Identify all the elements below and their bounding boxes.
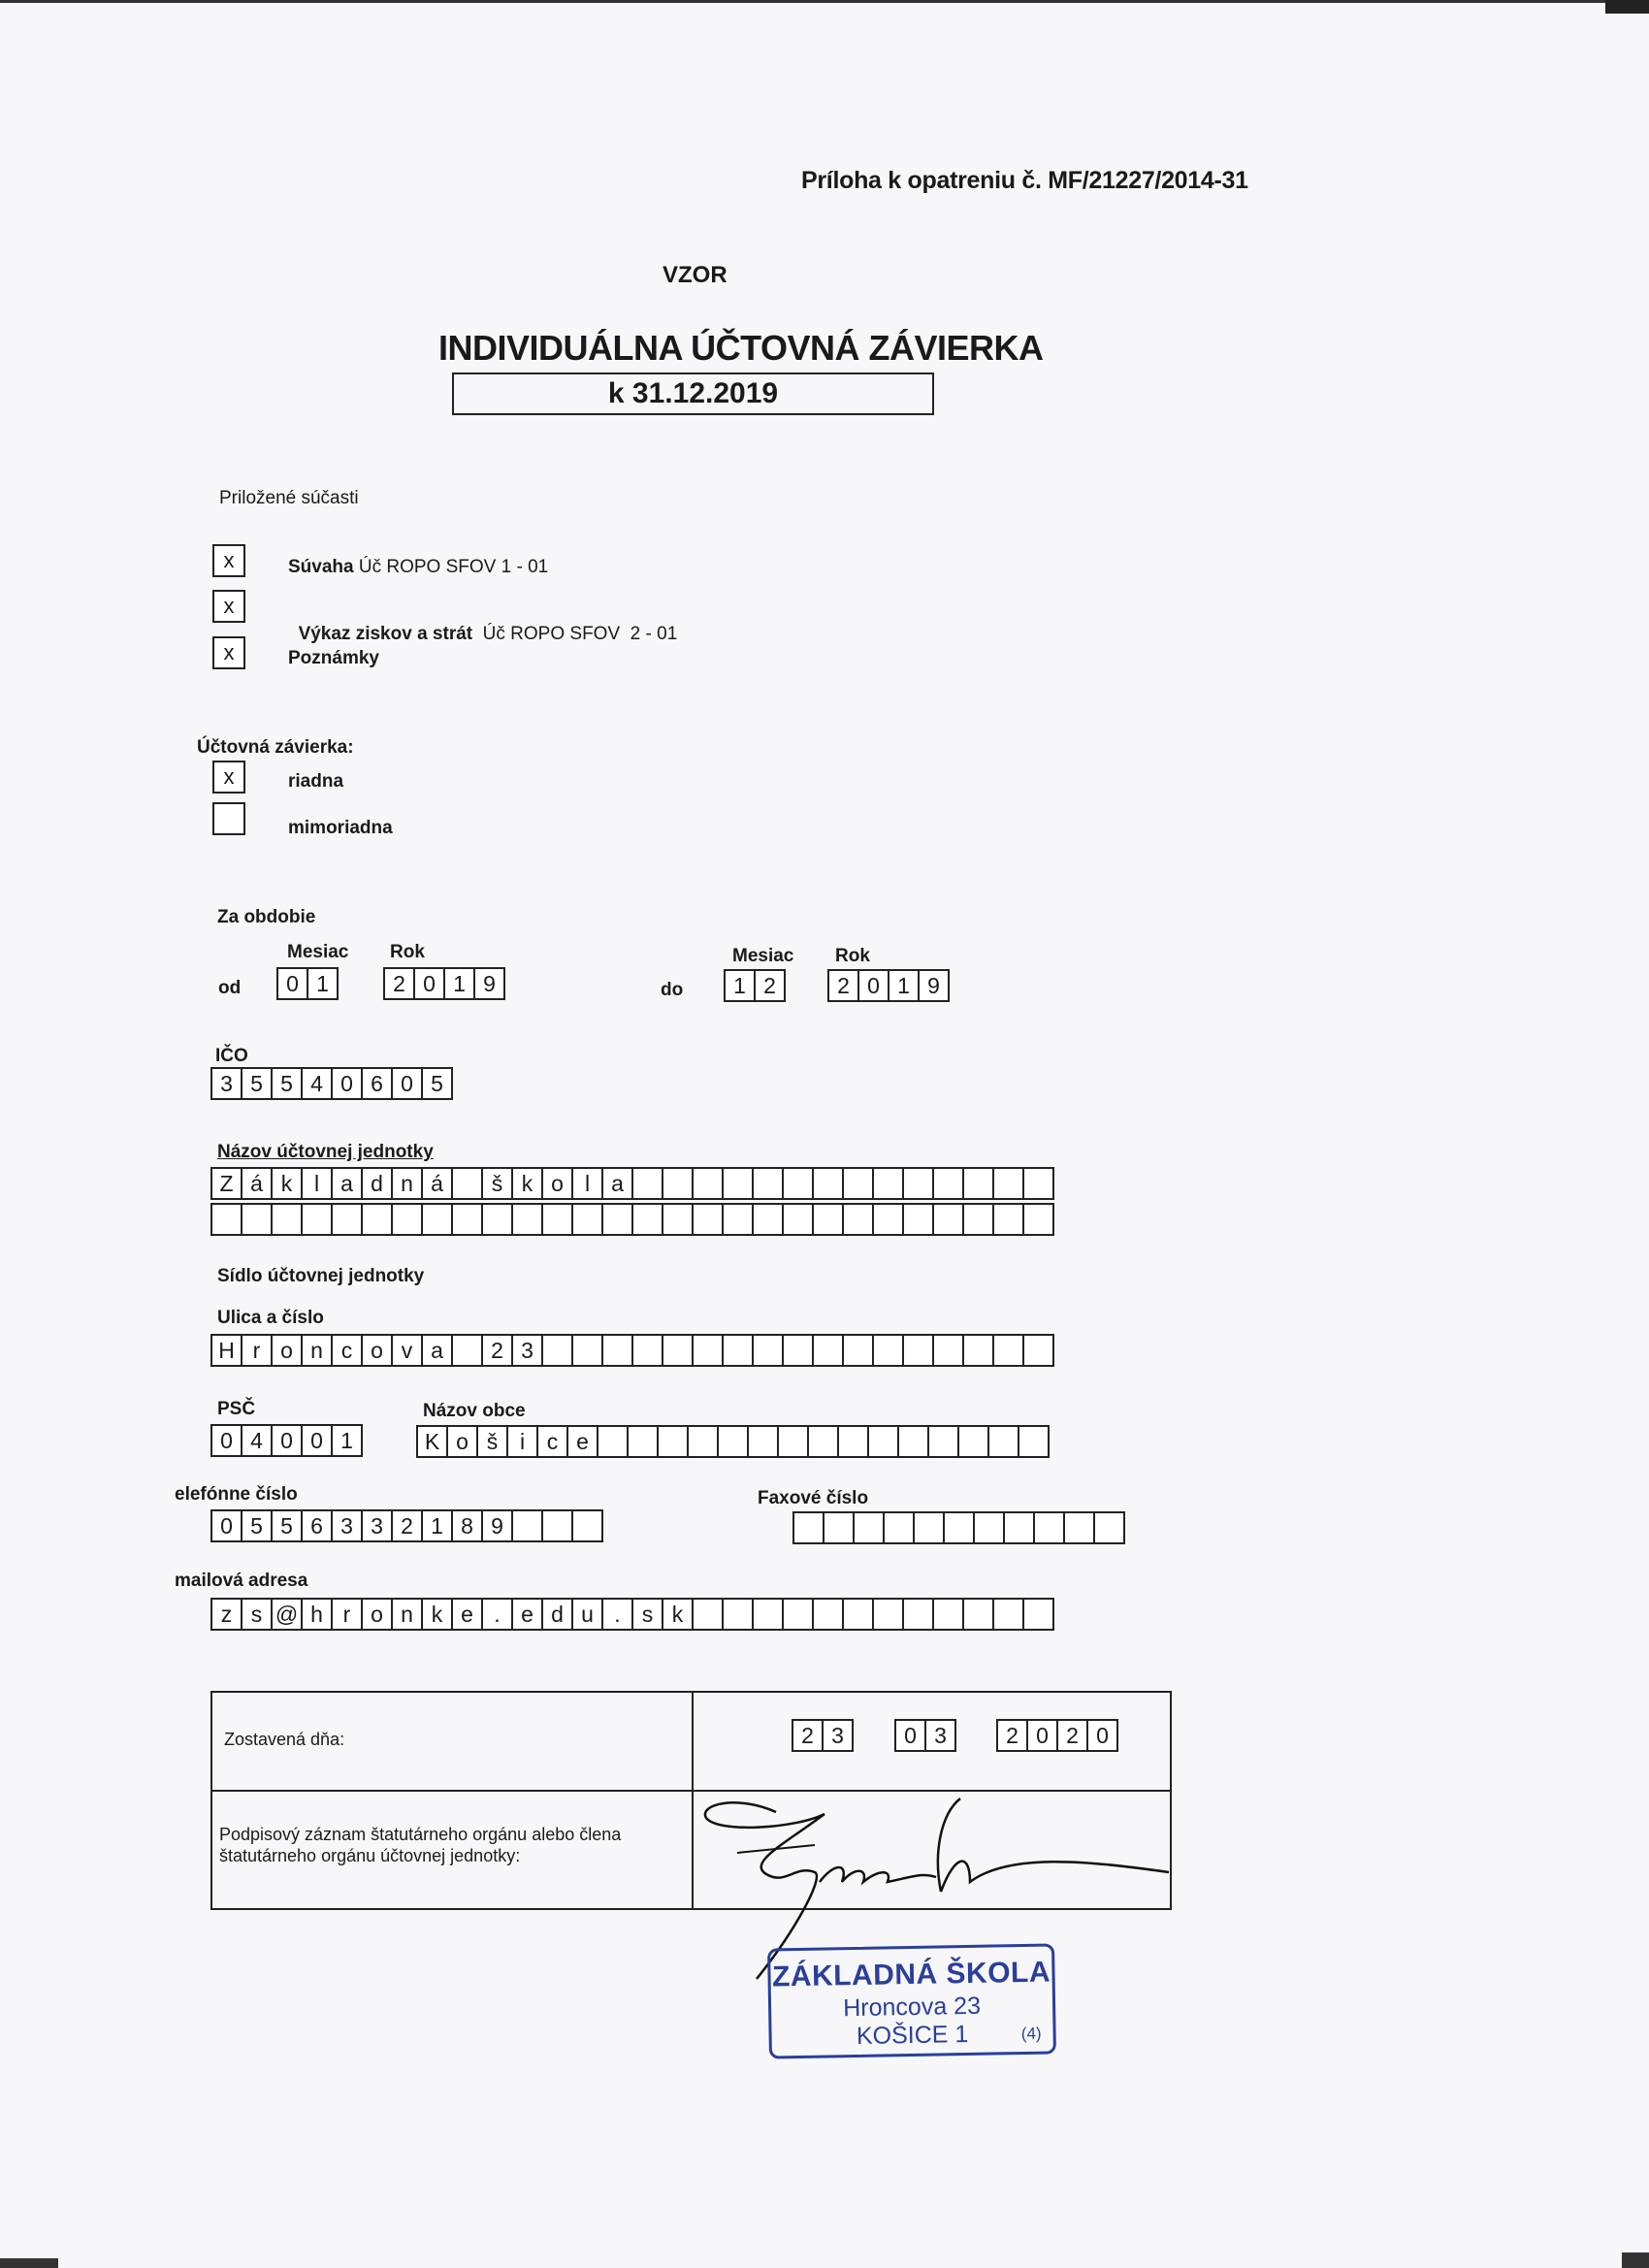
char-cell: 0 xyxy=(210,1509,242,1542)
street-label: Ulica a číslo xyxy=(217,1308,324,1328)
char-cell xyxy=(571,1334,603,1367)
char-cell: e xyxy=(511,1598,543,1631)
char-cell xyxy=(752,1167,784,1200)
attachment-code: Úč ROPO SFOV 2 - 01 xyxy=(472,624,678,644)
char-cell: d xyxy=(541,1598,573,1631)
closing-heading: Účtovná závierka: xyxy=(197,737,354,758)
char-cell xyxy=(511,1509,543,1542)
char-cell xyxy=(902,1167,934,1200)
char-cell xyxy=(992,1598,1024,1631)
char-cell xyxy=(867,1425,899,1458)
char-cell: 0 xyxy=(894,1719,926,1752)
char-cell xyxy=(913,1511,945,1544)
char-cell xyxy=(1022,1167,1054,1200)
char-cell: o xyxy=(361,1598,393,1631)
scan-corner-mark xyxy=(1622,2252,1649,2268)
char-cell xyxy=(782,1203,814,1236)
char-cell: á xyxy=(241,1167,273,1200)
char-cell: z xyxy=(210,1598,242,1631)
char-cell xyxy=(957,1425,989,1458)
char-cell xyxy=(451,1203,483,1236)
char-cell xyxy=(792,1511,824,1544)
checkbox-profit-loss[interactable]: x xyxy=(212,590,245,623)
char-cell: 1 xyxy=(724,969,756,1002)
char-cell: @ xyxy=(271,1598,303,1631)
email-label: mailová adresa xyxy=(175,1571,308,1591)
char-cell: 1 xyxy=(307,967,339,1000)
char-cell xyxy=(943,1511,975,1544)
char-cell xyxy=(301,1203,333,1236)
char-cell xyxy=(1022,1203,1054,1236)
scan-corner-mark xyxy=(0,2258,58,2268)
checkbox-balance-sheet[interactable]: x xyxy=(212,544,245,577)
char-cell: 0 xyxy=(331,1067,363,1100)
attachments-heading: Priložené súčasti xyxy=(219,488,359,508)
char-cell: 0 xyxy=(391,1067,423,1100)
char-cell: e xyxy=(566,1425,598,1458)
char-cell: 6 xyxy=(361,1067,393,1100)
char-cell: o xyxy=(446,1425,478,1458)
phone-field[interactable] xyxy=(210,1509,601,1542)
char-cell: 5 xyxy=(241,1509,273,1542)
char-cell xyxy=(631,1167,663,1200)
char-cell xyxy=(842,1598,874,1631)
char-cell xyxy=(812,1598,844,1631)
from-month-field[interactable] xyxy=(276,967,337,1000)
char-cell: 3 xyxy=(331,1509,363,1542)
char-cell xyxy=(662,1167,694,1200)
phone-label: elefónne číslo xyxy=(175,1484,298,1505)
char-cell xyxy=(992,1334,1024,1367)
char-cell: a xyxy=(421,1334,453,1367)
char-cell xyxy=(1018,1425,1050,1458)
char-cell xyxy=(962,1334,994,1367)
char-cell xyxy=(1033,1511,1065,1544)
signature-label-line2: štatutárneho orgánu účtovnej jednotky: xyxy=(219,1846,521,1865)
char-cell: l xyxy=(301,1167,333,1200)
char-cell: 0 xyxy=(276,967,308,1000)
char-cell xyxy=(662,1334,694,1367)
char-cell xyxy=(271,1203,303,1236)
char-cell xyxy=(823,1511,855,1544)
char-cell xyxy=(962,1203,994,1236)
stamp-line1: ZÁKLADNÁ ŠKOLA xyxy=(771,1956,1051,1993)
psc-field[interactable] xyxy=(210,1424,361,1457)
char-cell xyxy=(451,1334,483,1367)
char-cell: o xyxy=(361,1334,393,1367)
char-cell: 3 xyxy=(361,1509,393,1542)
option-label: mimoriadna xyxy=(288,818,393,838)
char-cell: 0 xyxy=(413,967,445,1000)
char-cell: l xyxy=(571,1167,603,1200)
compiled-label: Zostavená dňa: xyxy=(224,1730,345,1749)
char-cell xyxy=(782,1167,814,1200)
char-cell: 5 xyxy=(271,1067,303,1100)
char-cell: k xyxy=(271,1167,303,1200)
char-cell xyxy=(657,1425,689,1458)
ico-field[interactable] xyxy=(210,1067,451,1100)
char-cell xyxy=(601,1203,633,1236)
char-cell xyxy=(1063,1511,1095,1544)
char-cell xyxy=(883,1511,915,1544)
char-cell: n xyxy=(301,1334,333,1367)
char-cell: o xyxy=(541,1167,573,1200)
to-month-field[interactable] xyxy=(724,969,784,1002)
scan-top-edge xyxy=(0,0,1649,3)
char-cell: 0 xyxy=(1086,1719,1118,1752)
char-cell: 0 xyxy=(271,1424,303,1457)
char-cell: a xyxy=(601,1167,633,1200)
compiled-month-field[interactable] xyxy=(894,1719,954,1752)
char-cell: . xyxy=(481,1598,513,1631)
to-year-field[interactable] xyxy=(827,969,948,1002)
char-cell: Z xyxy=(210,1167,242,1200)
char-cell xyxy=(692,1203,724,1236)
char-cell: 2 xyxy=(391,1509,423,1542)
char-cell: 1 xyxy=(443,967,475,1000)
fax-field[interactable] xyxy=(792,1511,1123,1544)
char-cell: H xyxy=(210,1334,242,1367)
char-cell: i xyxy=(506,1425,538,1458)
char-cell: k xyxy=(662,1598,694,1631)
char-cell xyxy=(807,1425,839,1458)
char-cell xyxy=(241,1203,273,1236)
char-cell xyxy=(541,1509,573,1542)
char-cell: c xyxy=(536,1425,568,1458)
signature-label-line1: Podpisový záznam štatutárneho orgánu alebo člena xyxy=(219,1825,622,1844)
char-cell: 0 xyxy=(301,1424,333,1457)
char-cell xyxy=(722,1167,754,1200)
char-cell: k xyxy=(421,1598,453,1631)
attachment-label: Súvaha xyxy=(288,557,354,577)
char-cell xyxy=(451,1167,483,1200)
char-cell xyxy=(722,1334,754,1367)
char-cell xyxy=(812,1203,844,1236)
char-cell: 2 xyxy=(827,969,859,1002)
char-cell: 9 xyxy=(918,969,950,1002)
annex-reference: Príloha k opatreniu č. MF/21227/2014-31 xyxy=(801,167,1248,194)
char-cell: 9 xyxy=(473,967,505,1000)
char-cell xyxy=(837,1425,869,1458)
from-label: od xyxy=(218,978,242,998)
char-cell xyxy=(1093,1511,1125,1544)
to-label: do xyxy=(661,980,684,1000)
char-cell: u xyxy=(571,1598,603,1631)
char-cell xyxy=(747,1425,779,1458)
char-cell xyxy=(872,1334,904,1367)
char-cell: v xyxy=(391,1334,423,1367)
char-cell: a xyxy=(331,1167,363,1200)
char-cell: 3 xyxy=(210,1067,242,1100)
attachment-code: Úč ROPO SFOV 1 - 01 xyxy=(353,557,549,577)
compiled-year-field[interactable] xyxy=(996,1719,1116,1752)
char-cell: 2 xyxy=(481,1334,513,1367)
char-cell: o xyxy=(271,1334,303,1367)
char-cell xyxy=(511,1203,543,1236)
month-label: Mesiac xyxy=(732,946,794,966)
char-cell xyxy=(962,1167,994,1200)
char-cell xyxy=(601,1334,633,1367)
option-label: riadna xyxy=(288,771,344,792)
char-cell: c xyxy=(331,1334,363,1367)
char-cell xyxy=(631,1334,663,1367)
char-cell: 4 xyxy=(301,1067,333,1100)
char-cell xyxy=(897,1425,929,1458)
year-label: Rok xyxy=(835,946,870,966)
char-cell: 9 xyxy=(481,1509,513,1542)
char-cell xyxy=(391,1203,423,1236)
char-cell xyxy=(842,1167,874,1200)
char-cell: á xyxy=(421,1167,453,1200)
char-cell xyxy=(1022,1598,1054,1631)
char-cell xyxy=(927,1425,959,1458)
char-cell xyxy=(692,1598,724,1631)
char-cell xyxy=(331,1203,363,1236)
char-cell xyxy=(853,1511,885,1544)
seat-heading: Sídlo účtovnej jednotky xyxy=(217,1266,425,1286)
char-cell: 5 xyxy=(241,1067,273,1100)
char-cell xyxy=(481,1203,513,1236)
year-label: Rok xyxy=(390,942,425,962)
psc-label: PSČ xyxy=(217,1399,256,1419)
char-cell xyxy=(752,1203,784,1236)
char-cell xyxy=(361,1203,393,1236)
char-cell xyxy=(627,1425,659,1458)
char-cell: 8 xyxy=(451,1509,483,1542)
email-field[interactable] xyxy=(210,1598,1052,1631)
char-cell: s xyxy=(631,1598,663,1631)
attachment-label: Výkaz ziskov a strát xyxy=(298,624,473,644)
city-field[interactable] xyxy=(416,1425,1048,1458)
char-cell xyxy=(987,1425,1019,1458)
street-field[interactable] xyxy=(210,1334,1052,1367)
char-cell xyxy=(752,1334,784,1367)
char-cell xyxy=(872,1203,904,1236)
char-cell xyxy=(992,1167,1024,1200)
attachment-item xyxy=(288,557,548,578)
char-cell xyxy=(722,1203,754,1236)
char-cell xyxy=(812,1334,844,1367)
char-cell xyxy=(1003,1511,1035,1544)
char-cell: 3 xyxy=(924,1719,956,1752)
char-cell xyxy=(932,1203,964,1236)
char-cell: 1 xyxy=(421,1509,453,1542)
ico-label: IČO xyxy=(215,1046,248,1066)
char-cell: 0 xyxy=(210,1424,242,1457)
char-cell xyxy=(541,1334,573,1367)
char-cell xyxy=(631,1203,663,1236)
char-cell xyxy=(932,1334,964,1367)
char-cell xyxy=(1022,1334,1054,1367)
char-cell xyxy=(782,1334,814,1367)
char-cell xyxy=(932,1167,964,1200)
city-label: Názov obce xyxy=(423,1401,526,1421)
checkbox-regular[interactable]: x xyxy=(212,761,245,794)
char-cell xyxy=(541,1203,573,1236)
char-cell xyxy=(571,1203,603,1236)
char-cell: 3 xyxy=(822,1719,854,1752)
template-label: VZOR xyxy=(663,262,728,288)
char-cell: k xyxy=(511,1167,543,1200)
checkbox-extraordinary[interactable] xyxy=(212,802,245,835)
char-cell: . xyxy=(601,1598,633,1631)
char-cell: 2 xyxy=(754,969,786,1002)
document-title: INDIVIDUÁLNA ÚČTOVNÁ ZÁVIERKA xyxy=(438,328,1044,368)
char-cell: 2 xyxy=(383,967,415,1000)
entity-name-field-row2[interactable] xyxy=(210,1203,1052,1236)
char-cell xyxy=(597,1425,629,1458)
attachment-item xyxy=(288,648,379,669)
char-cell: š xyxy=(481,1167,513,1200)
char-cell xyxy=(962,1598,994,1631)
char-cell xyxy=(782,1598,814,1631)
entity-name-field-row1[interactable] xyxy=(210,1167,1052,1200)
char-cell xyxy=(752,1598,784,1631)
compiled-day-field[interactable] xyxy=(792,1719,852,1752)
char-cell xyxy=(842,1203,874,1236)
char-cell: 0 xyxy=(1026,1719,1058,1752)
char-cell: s xyxy=(241,1598,273,1631)
char-cell: e xyxy=(451,1598,483,1631)
char-cell xyxy=(210,1203,242,1236)
char-cell: h xyxy=(301,1598,333,1631)
char-cell: 0 xyxy=(857,969,889,1002)
char-cell: r xyxy=(241,1334,273,1367)
char-cell xyxy=(902,1203,934,1236)
month-label: Mesiac xyxy=(287,942,349,962)
char-cell: 4 xyxy=(241,1424,273,1457)
char-cell: r xyxy=(331,1598,363,1631)
attachment-label: Poznámky xyxy=(288,648,379,668)
checkbox-notes[interactable]: x xyxy=(212,636,245,669)
fax-label: Faxové číslo xyxy=(758,1488,869,1508)
char-cell: 2 xyxy=(792,1719,824,1752)
char-cell: K xyxy=(416,1425,448,1458)
char-cell xyxy=(812,1167,844,1200)
char-cell: d xyxy=(361,1167,393,1200)
char-cell: 5 xyxy=(421,1067,453,1100)
char-cell xyxy=(902,1334,934,1367)
char-cell xyxy=(973,1511,1005,1544)
char-cell xyxy=(571,1509,603,1542)
char-cell xyxy=(842,1334,874,1367)
from-year-field[interactable] xyxy=(383,967,503,1000)
document-date: k 31.12.2019 xyxy=(452,373,934,415)
char-cell xyxy=(777,1425,809,1458)
char-cell xyxy=(662,1203,694,1236)
char-cell: 5 xyxy=(271,1509,303,1542)
attachment-item xyxy=(288,602,677,645)
stamp-line3: KOŠICE 1 xyxy=(856,2020,969,2050)
char-cell xyxy=(717,1425,749,1458)
char-cell xyxy=(722,1598,754,1631)
char-cell xyxy=(421,1203,453,1236)
stamp-mark: (4) xyxy=(1020,2024,1042,2044)
stamp-line2: Hroncova 23 xyxy=(842,1992,982,2023)
char-cell xyxy=(692,1167,724,1200)
scan-corner-mark xyxy=(1605,0,1649,14)
char-cell xyxy=(992,1203,1024,1236)
char-cell: 2 xyxy=(996,1719,1028,1752)
char-cell xyxy=(687,1425,719,1458)
char-cell xyxy=(692,1334,724,1367)
char-cell: n xyxy=(391,1598,423,1631)
char-cell xyxy=(932,1598,964,1631)
char-cell: 6 xyxy=(301,1509,333,1542)
char-cell: 1 xyxy=(331,1424,363,1457)
char-cell: 1 xyxy=(888,969,920,1002)
entity-name-label: Názov účtovnej jednotky xyxy=(217,1142,434,1162)
char-cell: 3 xyxy=(511,1334,543,1367)
char-cell: 2 xyxy=(1056,1719,1088,1752)
char-cell xyxy=(902,1598,934,1631)
char-cell xyxy=(872,1167,904,1200)
char-cell: n xyxy=(391,1167,423,1200)
school-stamp xyxy=(767,1943,1056,2058)
period-heading: Za obdobie xyxy=(217,907,316,927)
char-cell xyxy=(872,1598,904,1631)
char-cell: š xyxy=(476,1425,508,1458)
